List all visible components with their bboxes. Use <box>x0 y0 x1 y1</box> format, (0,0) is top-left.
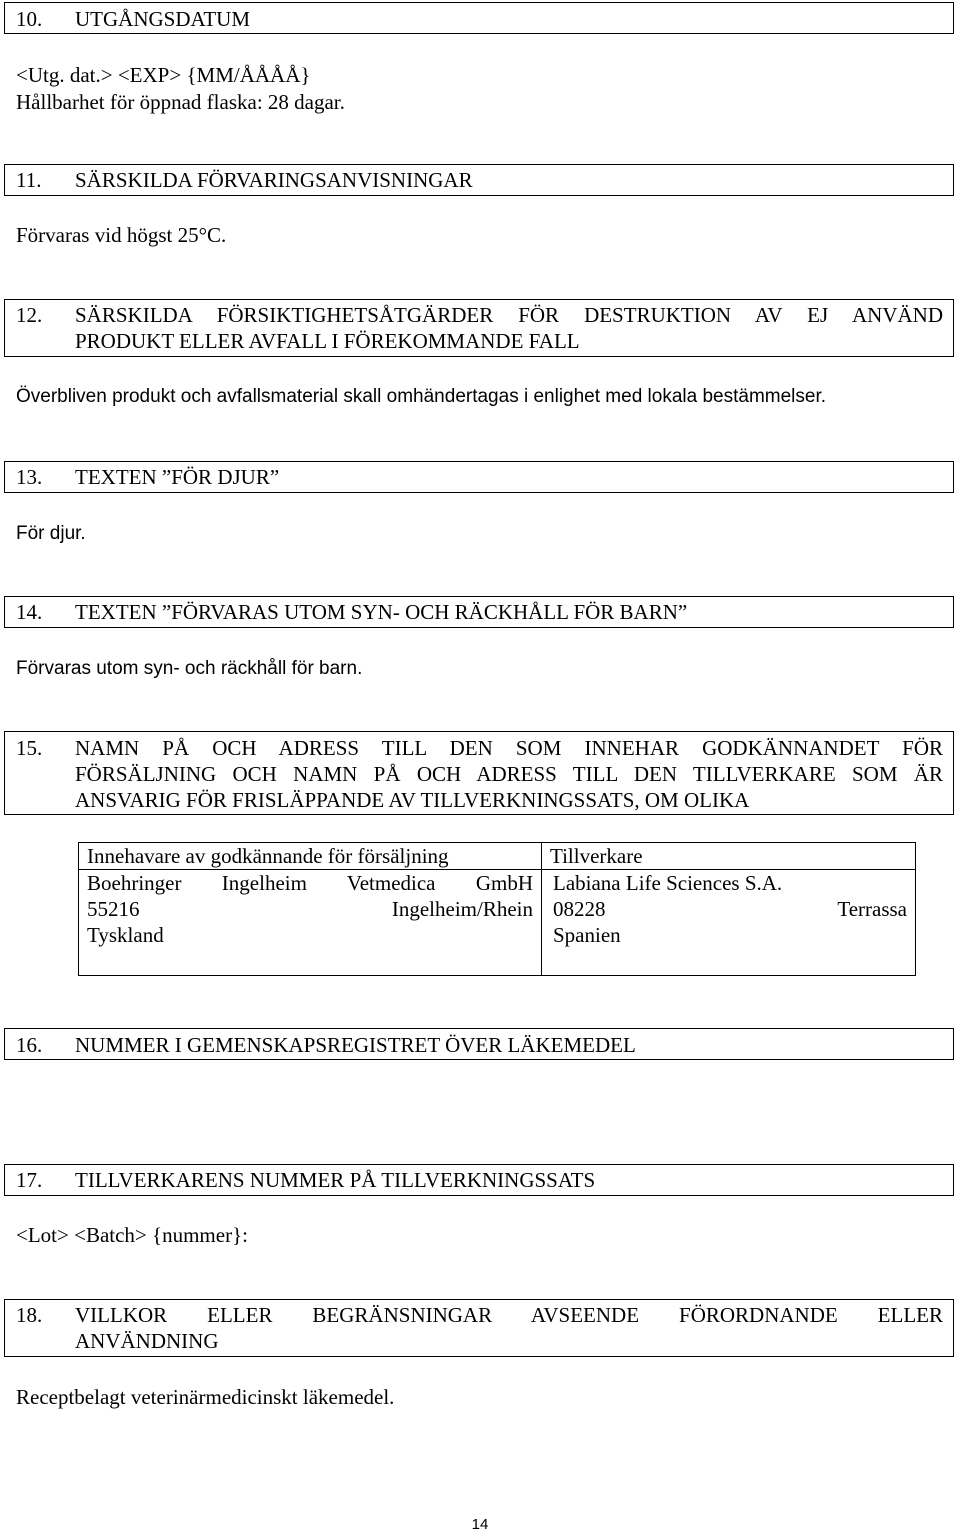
section-title-line-3: ANSVARIG FÖR FRISLÄPPANDE AV TILLVERKNINGSSATS, OM OLIKA <box>75 788 750 812</box>
section-number: 12. <box>16 303 43 327</box>
section-16-header <box>4 1028 954 1060</box>
section-title-line-2: ANVÄNDNING <box>75 1329 219 1353</box>
section-title: SÄRSKILDA FÖRVARINGSANVISNINGAR <box>75 168 473 192</box>
section-14-header <box>4 596 954 628</box>
section-18-body: Receptbelagt veterinärmedicinskt läkemedel. <box>16 1385 395 1409</box>
section-11-header <box>4 164 954 196</box>
section-title: TILLVERKARENS NUMMER PÅ TILLVERKNINGSSATS <box>75 1168 596 1192</box>
section-title: UTGÅNGSDATUM <box>75 7 251 31</box>
section-number: 16. <box>16 1033 43 1057</box>
section-title-line-2: FÖRSÄLJNING OCH NAMN PÅ OCH ADRESS TILL DEN TILLVERKARE SOM ÄR <box>75 762 943 786</box>
section-15-header <box>4 731 954 815</box>
section-12-body: Överbliven produkt och avfallsmaterial skall omhändertagas i enlighet med lokala bestämmelser. <box>16 386 827 407</box>
section-number: 13. <box>16 465 43 489</box>
section-title-line-2: PRODUKT ELLER AVFALL I FÖREKOMMANDE FALL <box>75 329 580 353</box>
manufacturer-header-cell <box>542 843 916 870</box>
section-number: 15. <box>16 736 43 760</box>
mah-header-cell <box>79 843 542 870</box>
manufacturer-header: Tillverkare <box>550 844 643 868</box>
manufacturer-address-cell <box>542 870 916 976</box>
mah-address-cell <box>79 870 542 976</box>
section-17-header <box>4 1164 954 1196</box>
section-18-header <box>4 1299 954 1357</box>
section-number: 14. <box>16 600 43 624</box>
section-12-header <box>4 299 954 357</box>
section-title: TEXTEN ”FÖR DJUR” <box>75 465 280 489</box>
section-title-line-1: SÄRSKILDA FÖRSIKTIGHETSÅTGÄRDER FÖR DESTRUKTION AV EJ ANVÄND <box>75 303 943 327</box>
section-10-body-line-1: <Utg. dat.> <EXP> {MM/ÅÅÅÅ} <box>16 63 311 87</box>
manufacturer-city: 08228 Terrassa <box>553 897 907 921</box>
section-title-line-1: NAMN PÅ OCH ADRESS TILL DEN SOM INNEHAR GODKÄNNANDET FÖR <box>75 736 943 760</box>
mah-header: Innehavare av godkännande för försäljning <box>87 844 449 868</box>
section-title: TEXTEN ”FÖRVARAS UTOM SYN- OCH RÄCKHÅLL FÖR BARN” <box>75 600 688 624</box>
section-title-line-1: VILLKOR ELLER BEGRÄNSNINGAR AVSEENDE FÖRORDNANDE ELLER <box>75 1303 943 1327</box>
manufacturer-country: Spanien <box>553 923 621 947</box>
mah-manufacturer-table <box>78 842 916 976</box>
section-17-body: <Lot> <Batch> {nummer}: <box>16 1223 248 1247</box>
section-10-body-line-2: Hållbarhet för öppnad flaska: 28 dagar. <box>16 90 345 114</box>
section-13-body: För djur. <box>16 523 86 544</box>
manufacturer-name: Labiana Life Sciences S.A. <box>553 871 783 895</box>
section-10-header <box>4 2 954 34</box>
section-number: 10. <box>16 7 43 31</box>
section-title: NUMMER I GEMENSKAPSREGISTRET ÖVER LÄKEMEDEL <box>75 1033 636 1057</box>
section-number: 11. <box>16 168 42 192</box>
mah-city: 55216 Ingelheim/Rhein <box>87 897 533 921</box>
section-14-body: Förvaras utom syn- och räckhåll för barn. <box>16 658 363 679</box>
section-number: 17. <box>16 1168 43 1192</box>
section-13-header <box>4 461 954 493</box>
section-11-body: Förvaras vid högst 25°C. <box>16 223 227 247</box>
page-number: 14 <box>471 1516 489 1533</box>
mah-name: Boehringer Ingelheim Vetmedica GmbH <box>87 871 533 895</box>
mah-country: Tyskland <box>87 923 164 947</box>
section-number: 18. <box>16 1303 43 1327</box>
